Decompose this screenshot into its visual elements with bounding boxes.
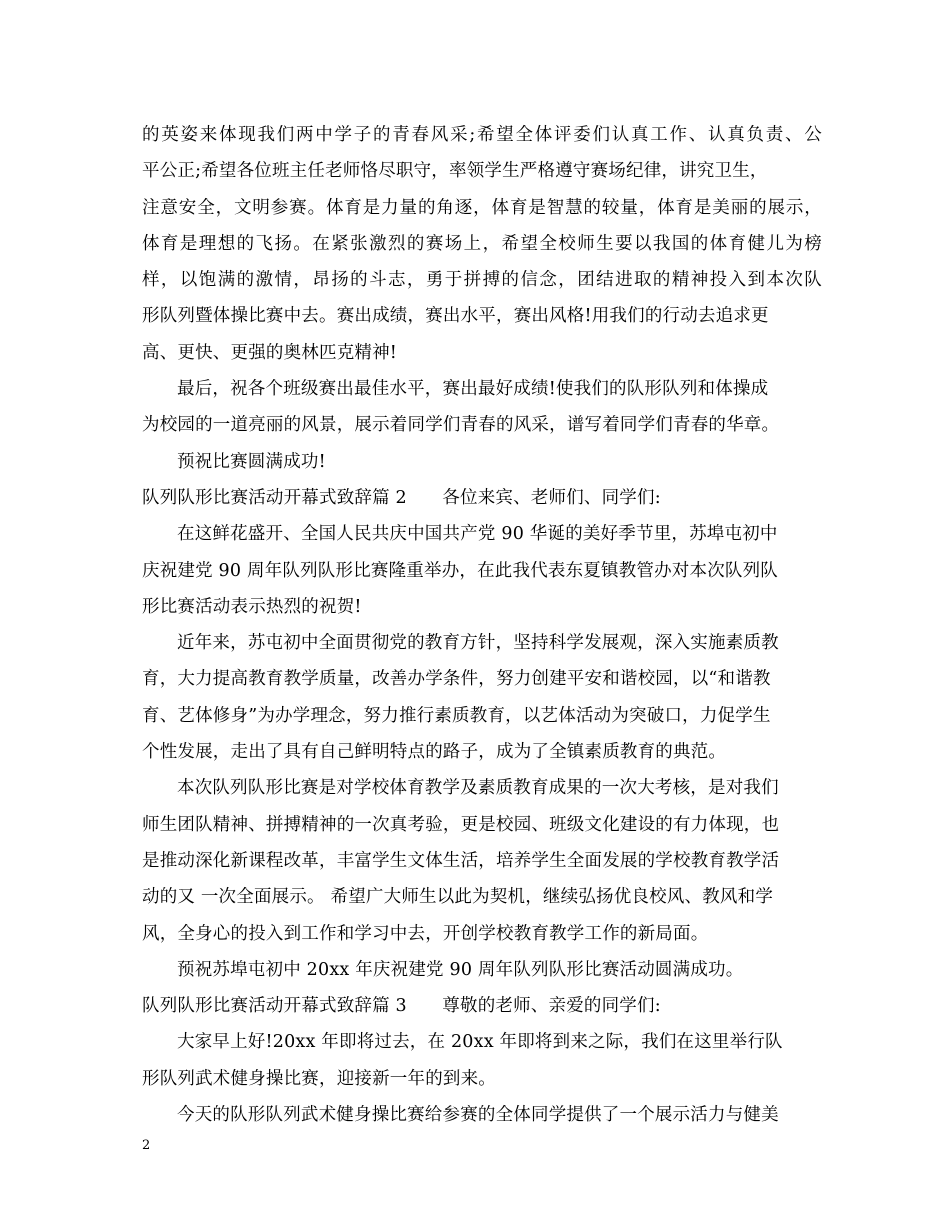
text-line: 育，大力提高教育教学质量，改善办学条件，努力创建平安和谐校园，以“和谐教 xyxy=(142,669,771,690)
text-line: 队列队形比赛活动开幕式致辞篇 2 各位来宾、老师们、同学们: xyxy=(142,487,661,508)
text-line: 形比赛活动表示热烈的祝贺! xyxy=(142,596,362,617)
text-line: 的英姿来体现我们两中学子的青春风采;希望全体评委们认真工作、认真负责、公 xyxy=(142,125,822,145)
document-body xyxy=(142,117,822,1133)
text-line: 在这鲜花盛开、全国人民共庆中国共产党 90 华诞的美好季节里，苏埠屯初中 xyxy=(177,524,778,545)
text-line: 大家早上好!20xx 年即将过去，在 20xx 年即将到来之际，我们在这里举行队 xyxy=(177,1032,783,1053)
text-line: 预祝比赛圆满成功! xyxy=(177,451,326,472)
text-line: 近年来，苏屯初中全面贯彻党的教育方针，坚持科学发展观，深入实施素质教 xyxy=(177,633,779,654)
text-line: 体育是理想的飞扬。在紧张激烈的赛场上，希望全校师生要以我国的体育健儿为榜 xyxy=(142,233,822,254)
text-line: 平公正;希望各位班主任老师恪尽职守，率领学生严格遵守赛场纪律，讲究卫生， xyxy=(142,161,768,182)
text-line: 注意安全，文明参赛。体育是力量的角逐，体育是智慧的较量，体育是美丽的展示， xyxy=(142,197,822,218)
text-line: 本次队列队形比赛是对学校体育教学及素质教育成果的一次大考核，是对我们 xyxy=(177,778,779,799)
text-line: 风，全身心的投入到工作和学习中去，开创学校教育教学工作的新局面。 xyxy=(142,923,709,944)
text-line: 最后，祝各个班级赛出最佳水平，赛出最好成绩!使我们的队形队列和体操成 xyxy=(177,379,769,400)
page-number: 2 xyxy=(142,1138,151,1153)
text-line: 今天的队形队列武术健身操比赛给参赛的全体同学提供了一个展示活力与健美 xyxy=(177,1105,779,1126)
text-line: 庆祝建党 90 周年队列队形比赛隆重举办，在此我代表东夏镇教管办对本次队列队 xyxy=(142,560,778,581)
text-line: 形队列武术健身操比赛，迎接新一年的到来。 xyxy=(142,1068,496,1089)
text-line: 育、艺体修身”为办学理念，努力推行素质教育，以艺体活动为突破口，力促学生 xyxy=(142,705,771,726)
text-line: 样，以饱满的激情，昂扬的斗志，勇于拼搏的信念，团结进取的精神投入到本次队 xyxy=(142,270,822,291)
text-line: 师生团队精神、拼搏精神的一次真考验，更是校园、班级文化建设的有力体现，也 xyxy=(142,814,780,835)
text-line: 个性发展，走出了具有自己鲜明特点的路子，成为了全镇素质教育的典范。 xyxy=(142,742,727,763)
text-line: 预祝苏埠屯初中 20xx 年庆祝建党 90 周年队列队形比赛活动圆满成功。 xyxy=(177,959,744,980)
text-line: 高、更快、更强的奥林匹克精神! xyxy=(142,342,398,363)
text-line: 形队列暨体操比赛中去。赛出成绩，赛出水平，赛出风格!用我们的行动去追求更 xyxy=(142,306,769,327)
text-line: 是推动深化新课程改革，丰富学生文体生活，培养学生全面发展的学校教育教学活 xyxy=(142,850,780,871)
text-line: 为校园的一道亮丽的风景，展示着同学们青春的风采，谱写着同学们青春的华章。 xyxy=(142,415,780,436)
text-line: 队列队形比赛活动开幕式致辞篇 3 尊敬的老师、亲爱的同学们: xyxy=(142,996,661,1017)
text-line: 动的又 一次全面展示。 希望广大师生以此为契机，继续弘扬优良校风、教风和学 xyxy=(142,887,774,908)
